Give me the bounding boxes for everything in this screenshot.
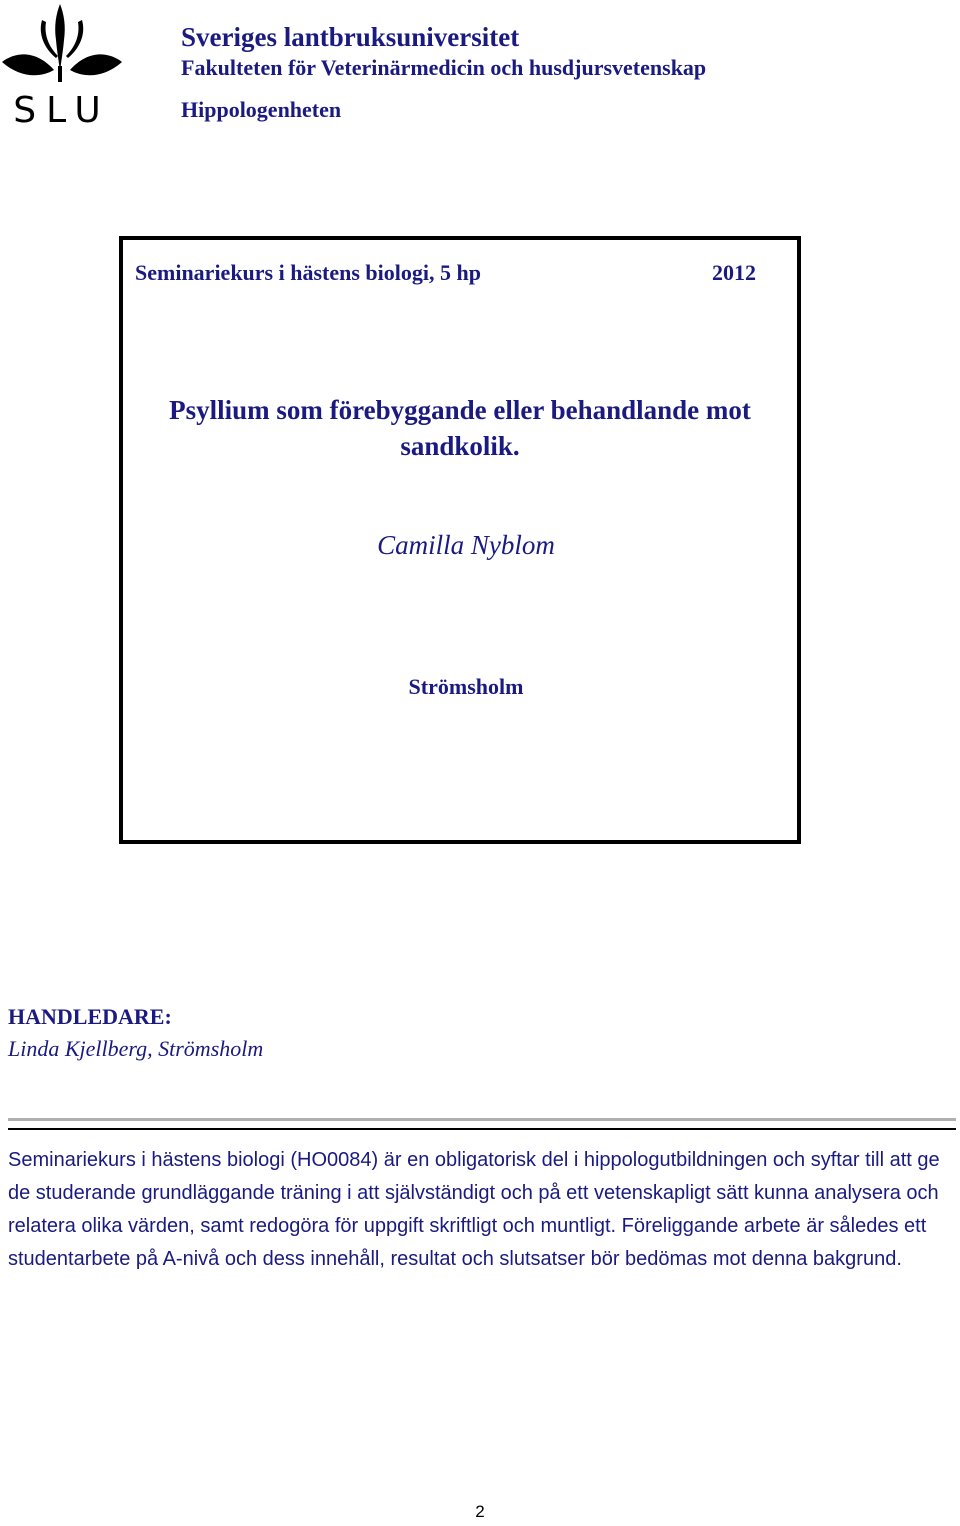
thesis-title-line-1: Psyllium som förebyggande eller behandlande mot xyxy=(169,395,751,425)
place-name: Strömsholm xyxy=(408,674,524,699)
university-name: Sveriges lantbruksuniversitet xyxy=(181,22,520,52)
author-name: Camilla Nyblom xyxy=(377,530,555,560)
slu-logo-left-leaf xyxy=(2,54,54,75)
thesis-title-line-2: sandkolik. xyxy=(400,431,520,461)
supervisor-label: HANDLEDARE: xyxy=(8,1004,172,1029)
divider-black xyxy=(8,1128,956,1130)
course-name: Seminariekurs i hästens biologi, 5 hp xyxy=(135,260,481,285)
faculty-name: Fakulteten för Veterinärmedicin och husdjursvetenskap xyxy=(181,55,707,80)
slu-logo-text: SLU xyxy=(13,90,111,130)
title-box xyxy=(119,236,801,844)
slu-logo-right-leaf xyxy=(70,54,122,75)
thesis-title xyxy=(123,392,797,464)
page-number: 2 xyxy=(475,1502,485,1521)
slu-logo-stem xyxy=(55,4,65,72)
course-description: Seminariekurs i hästens biologi (HO0084) är en obligatorisk del i hippologutbildningen och syftar till att ge de studerande grundläggande träning i att självständigt och på ett vetenskapligt sätt kunna analysera och relatera olika värden, samt redogöra för uppgift skriftligt och muntligt. Föreliggande arbete är således ett studentarbete på A-nivå och dess innehåll, resultat och slutsatser bör bedömas mot denna bakgrund. xyxy=(8,1149,940,1270)
slu-logo xyxy=(0,0,124,130)
unit-name: Hippologenheten xyxy=(181,97,342,122)
supervisor-name: Linda Kjellberg, Strömsholm xyxy=(8,1036,264,1061)
divider-grey xyxy=(8,1118,956,1121)
course-year: 2012 xyxy=(712,260,756,285)
header xyxy=(181,20,706,124)
